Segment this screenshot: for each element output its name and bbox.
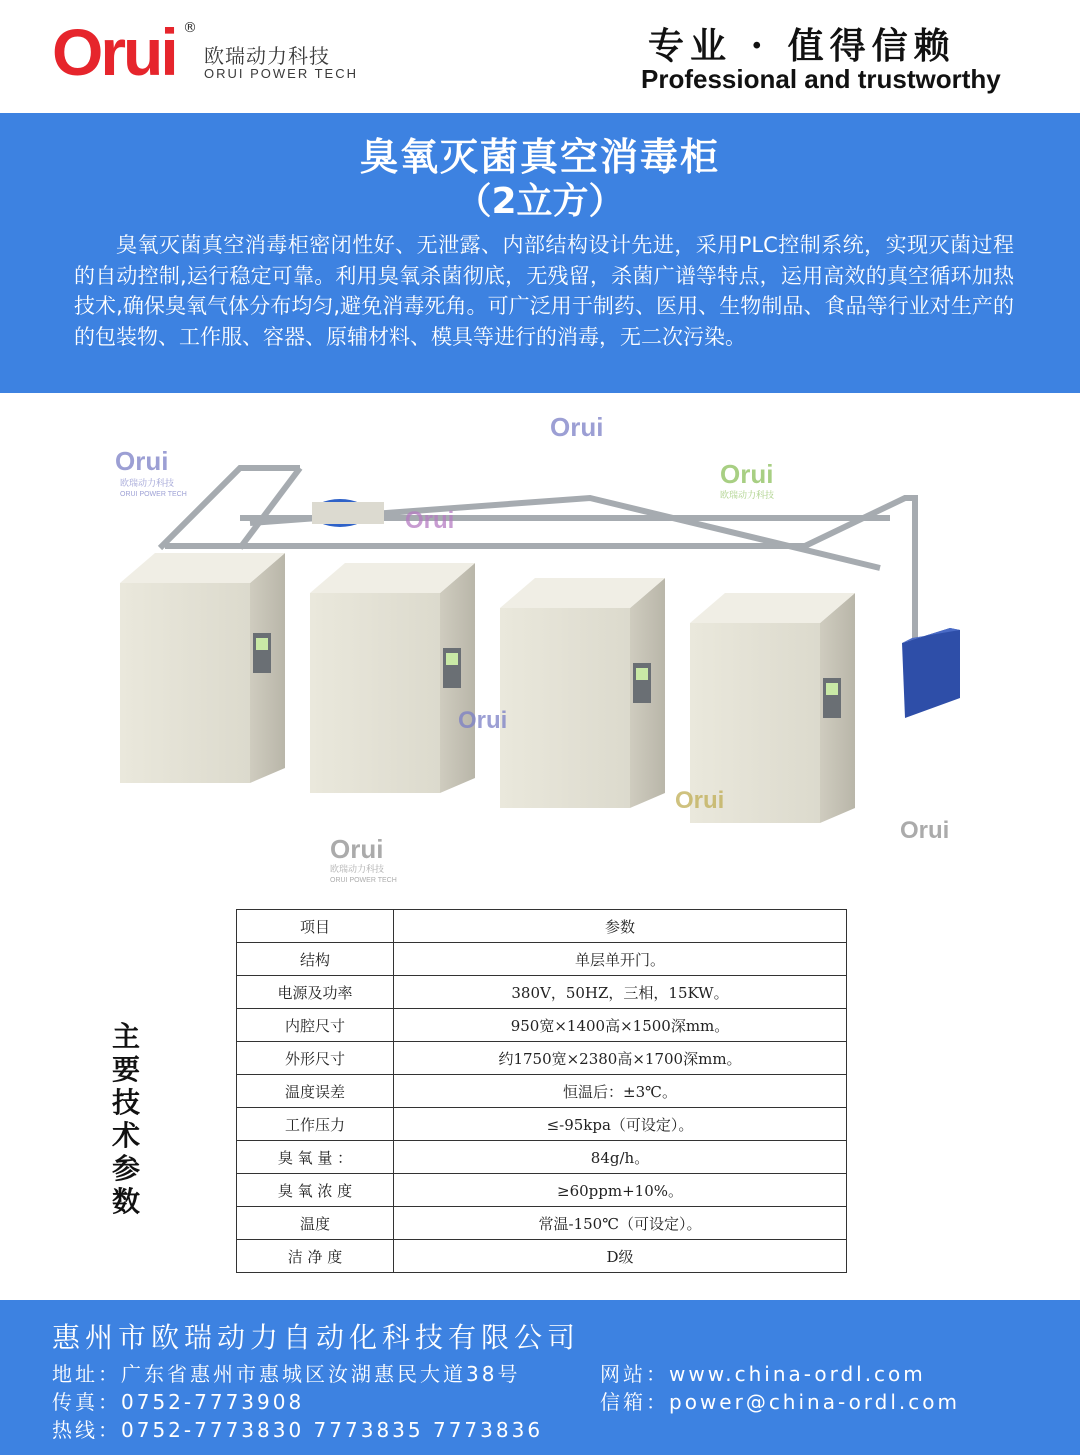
svg-text:Orui: Orui	[458, 707, 508, 734]
spec-item: 洁 净 度	[237, 1240, 394, 1273]
fax: 传真：0752-7773908	[52, 1390, 305, 1414]
spec-value: 约1750宽×2380高×1700深mm。	[394, 1042, 847, 1075]
table-row	[237, 1141, 847, 1174]
orui-logo: Orui	[52, 15, 176, 89]
table-row	[237, 1042, 847, 1075]
spec-side-label: 主要技术参数	[111, 1020, 140, 1218]
spec-value: 380V，50HZ，三相，15KW。	[394, 976, 847, 1009]
svg-text:ORUI POWER TECH: ORUI POWER TECH	[120, 491, 187, 498]
svg-text:欧瑞动力科技: 欧瑞动力科技	[120, 478, 175, 488]
spec-value: 84g/h。	[394, 1141, 847, 1174]
slogan-english: Professional and trustworthy	[641, 64, 1001, 94]
company-name: 惠州市欧瑞动力自动化科技有限公司	[52, 1321, 581, 1354]
spec-value: ≤-95kpa（可设定）。	[394, 1108, 847, 1141]
vacuum-pump-unit	[902, 628, 960, 718]
svg-text:欧瑞动力科技: 欧瑞动力科技	[330, 864, 385, 874]
spec-item: 臭 氧 浓 度	[237, 1174, 394, 1207]
svg-text:欧瑞动力科技: 欧瑞动力科技	[720, 490, 775, 500]
table-row	[237, 943, 847, 976]
address: 地址：广东省惠州市惠城区汝湖惠民大道38号	[52, 1362, 521, 1386]
rooftop-tank-base	[312, 502, 384, 524]
table-row	[237, 1075, 847, 1108]
spec-value: 950宽×1400高×1500深mm。	[394, 1009, 847, 1042]
table-row	[237, 1174, 847, 1207]
table-row	[237, 1207, 847, 1240]
svg-text:ORUI POWER TECH: ORUI POWER TECH	[330, 877, 397, 884]
spec-value: 单层单开门。	[394, 943, 847, 976]
svg-text:Orui: Orui	[115, 446, 169, 476]
table-row	[237, 1240, 847, 1273]
spec-value: D级	[394, 1240, 847, 1273]
product-title: 臭氧灭菌真空消毒柜	[359, 135, 720, 179]
cabinet-3	[500, 578, 665, 808]
table-row	[237, 1108, 847, 1141]
spec-item: 臭 氧 量 ：	[237, 1141, 394, 1174]
svg-text:Orui: Orui	[675, 787, 725, 814]
svg-text:Orui: Orui	[405, 507, 455, 534]
spec-item: 温度误差	[237, 1075, 394, 1108]
header-param: 参数	[394, 910, 847, 943]
cabinet-1	[120, 553, 285, 783]
logo-chinese-name: 欧瑞动力科技	[204, 44, 330, 68]
hotline: 热线：0752-7773830 7773835 7773836	[52, 1418, 544, 1442]
table-header-row	[237, 910, 847, 943]
product-description: 臭氧灭菌真空消毒柜密闭性好、无泄露、内部结构设计先进，采用PLC控制系统，实现灭菌过程的自动控制,运行稳定可靠。利用臭氧杀菌彻底，无残留，杀菌广谱等特点，运用高效的真空循环加热技术,确保臭氧气体分布均匀,避免消毒死角。可广泛用于制药、医用、生物制品、食品等行业对生产的的包装物、工作服、容器、原辅材料、模具等进行的消毒，无二次污染。	[74, 233, 1014, 349]
spec-item: 电源及功率	[237, 976, 394, 1009]
spec-item: 温度	[237, 1207, 394, 1240]
svg-text:Orui: Orui	[330, 834, 384, 864]
svg-text:Orui: Orui	[720, 459, 774, 489]
registered-mark: ®	[183, 20, 197, 36]
spec-table	[236, 909, 847, 1273]
product-photo	[90, 398, 990, 898]
spec-value: ≥60ppm+10%。	[394, 1174, 847, 1207]
svg-text:Orui: Orui	[900, 817, 950, 844]
slogan-chinese: 专业 · 值得信赖	[648, 25, 956, 67]
svg-text:Orui: Orui	[550, 412, 604, 442]
website: 网站：www.china-ordl.com	[600, 1362, 926, 1386]
table-row	[237, 976, 847, 1009]
spec-item: 结构	[237, 943, 394, 976]
table-row	[237, 1009, 847, 1042]
spec-item: 工作压力	[237, 1108, 394, 1141]
logo-english-name: ORUI POWER TECH	[204, 66, 358, 81]
product-subtitle: （2立方）	[455, 181, 625, 222]
header-item: 项目	[237, 910, 394, 943]
spec-item: 内腔尺寸	[237, 1009, 394, 1042]
spec-value: 恒温后：±3℃。	[394, 1075, 847, 1108]
spec-item: 外形尺寸	[237, 1042, 394, 1075]
cabinet-2	[310, 563, 475, 793]
spec-value: 常温-150℃（可设定）。	[394, 1207, 847, 1240]
email: 信箱：power@china-ordl.com	[600, 1390, 960, 1414]
